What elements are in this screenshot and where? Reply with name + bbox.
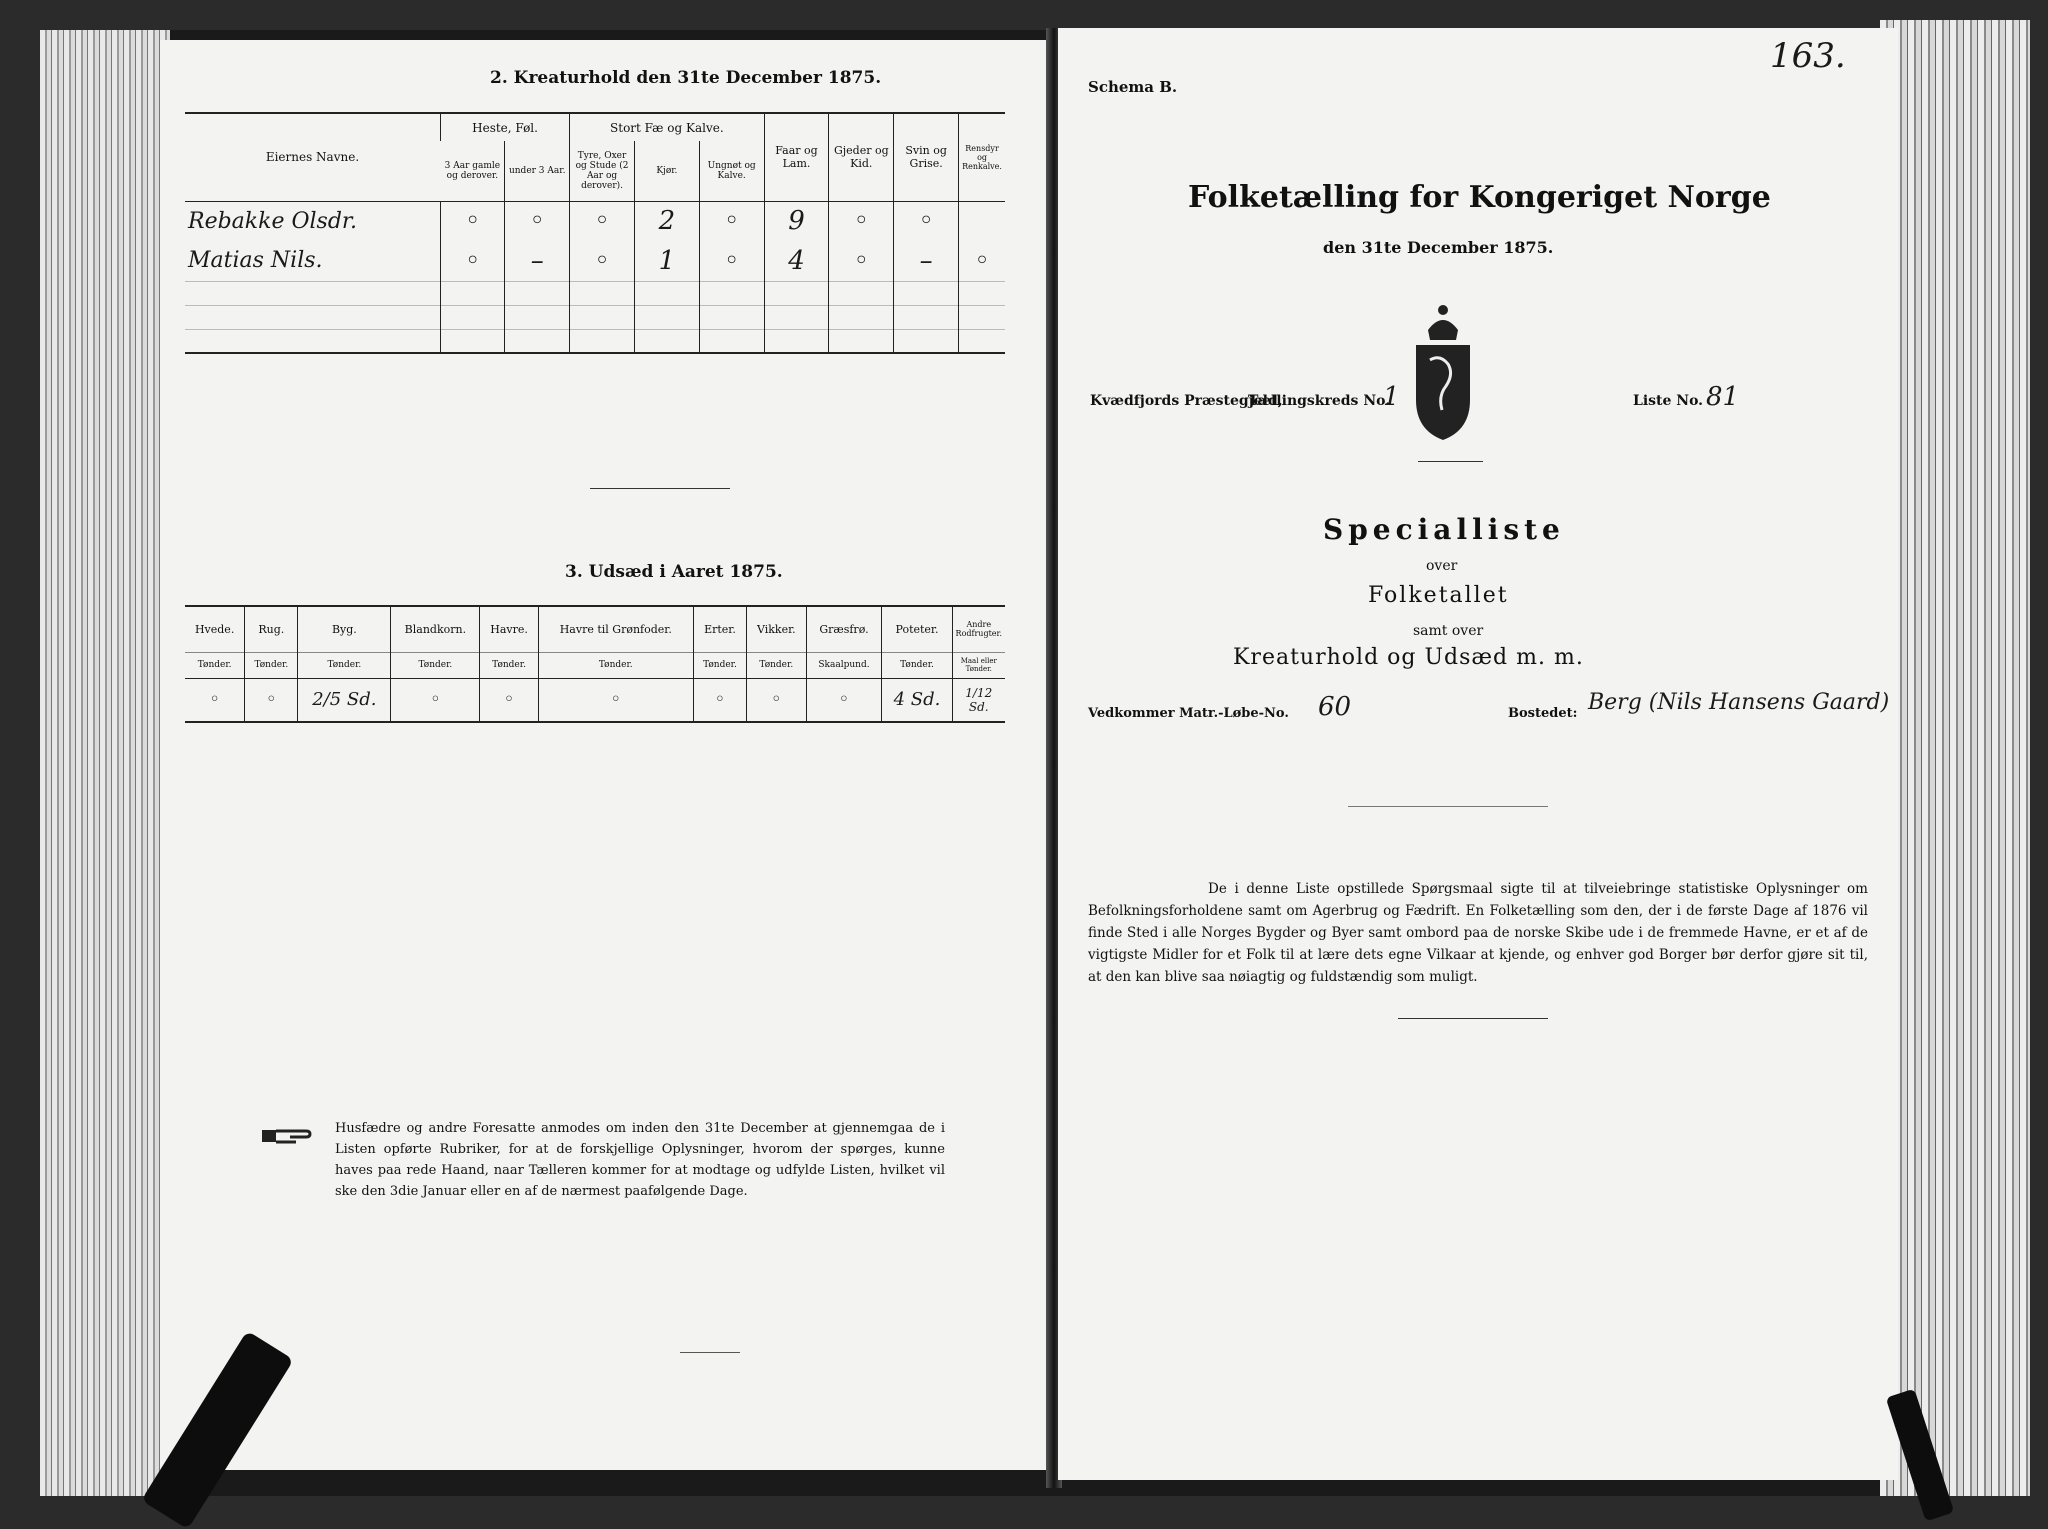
cell-value: ◦ xyxy=(699,201,764,241)
sowing-value: 1/12 Sd. xyxy=(952,678,1005,722)
cell-value: 1 xyxy=(635,241,700,281)
bosted-label: Bostedet: xyxy=(1508,706,1578,721)
census-date: den 31te December 1875. xyxy=(1323,238,1554,257)
left-page-stack xyxy=(40,30,170,1496)
sowing-unit: Tønder. xyxy=(538,652,693,678)
cell-value: ◦ xyxy=(829,201,894,241)
sowing-unit: Tønder. xyxy=(480,652,538,678)
table-row xyxy=(185,201,1005,241)
samt-over-text: samt over xyxy=(1413,623,1484,639)
kreaturhold-text: Kreaturhold og Udsæd m. m. xyxy=(1233,645,1584,670)
cell-value: ◦ xyxy=(959,241,1005,281)
table-row xyxy=(185,678,1005,722)
over-text: over xyxy=(1426,558,1458,574)
cattle-group-header: Stort Fæ og Kalve. xyxy=(570,113,764,141)
cows-header: Kjør. xyxy=(635,141,700,201)
cell-value: 2 xyxy=(635,201,700,241)
sowing-unit: Tønder. xyxy=(693,652,746,678)
sowing-header: Havre til Grønfoder. xyxy=(538,606,693,652)
kreds-label: Tællingskreds No. xyxy=(1248,393,1391,409)
goats-header: Gjeder og Kid. xyxy=(829,113,894,201)
pointing-hand-icon xyxy=(260,1122,312,1152)
horses-group-header: Heste, Føl. xyxy=(440,113,569,141)
sowing-header: Hvede. xyxy=(194,622,235,636)
sowing-unit: Tønder. xyxy=(197,660,232,670)
matr-value: 60 xyxy=(1318,692,1352,722)
sowing-header: Andre Rodfrugter. xyxy=(952,606,1005,652)
divider xyxy=(1418,461,1483,462)
livestock-section-title: 2. Kreaturhold den 31te December 1875. xyxy=(490,68,882,88)
cell-value: ◦ xyxy=(570,241,635,281)
bulls-header: Tyre, Oxer og Stude (2 Aar og derover). xyxy=(570,141,635,201)
sowing-value: ◦ xyxy=(480,678,538,722)
divider xyxy=(1348,806,1548,807)
sowing-header: Vikker. xyxy=(747,606,807,652)
main-title: Folketælling for Kongeriget Norge xyxy=(1188,180,1771,215)
sowing-header: Havre. xyxy=(480,606,538,652)
cell-value: ◦ xyxy=(829,241,894,281)
sowing-header: Byg. xyxy=(298,606,391,652)
sowing-unit: Tønder. xyxy=(391,652,480,678)
cell-value: ◦ xyxy=(440,241,504,281)
sowing-header: Græsfrø. xyxy=(806,606,882,652)
reindeer-header: Rensdyr og Renkalve. xyxy=(959,113,1005,201)
owner-name: Matias Nils. xyxy=(188,248,323,274)
sowing-value: ◦ xyxy=(806,678,882,722)
sowing-value: ◦ xyxy=(391,678,480,722)
cell-value: ◦ xyxy=(699,241,764,281)
sowing-value: 2/5 Sd. xyxy=(298,678,391,722)
notice-text: Husfædre og andre Foresatte anmodes om inden den 31te December at gjennemgaa de i Listen opførte Rubriker, for at de forskjellige Oplysninger, hvorom der spørges, kunne haves paa rede Haand, naar Tælleren kommer for at modtage og udfylde Listen, hvilket vil ske den 3die Januar eller en af de nærmest paafølgende Dage. xyxy=(335,1121,945,1199)
cell-value: ◦ xyxy=(440,201,504,241)
liste-label: Liste No. xyxy=(1633,393,1704,409)
sowing-value: 4 Sd. xyxy=(882,678,952,722)
matr-label: Vedkommer Matr.-Løbe-No. xyxy=(1088,706,1289,721)
folketallet-text: Folketallet xyxy=(1368,583,1509,608)
liste-value: 81 xyxy=(1706,382,1740,412)
horses-adult-header: 3 Aar gamle og derover. xyxy=(444,160,501,181)
sowing-unit: Tønder. xyxy=(747,652,807,678)
cell-value: – xyxy=(505,241,570,281)
sowing-value: ◦ xyxy=(693,678,746,722)
divider xyxy=(590,488,730,489)
right-page xyxy=(1058,28,1898,1480)
sowing-header: Blandkorn. xyxy=(391,606,480,652)
divider xyxy=(1398,1018,1548,1019)
bosted-value: Berg (Nils Hansens Gaard) xyxy=(1588,690,1890,715)
livestock-table xyxy=(185,112,1005,354)
intro-paragraph: De i denne Liste opstillede Spørgsmaal sigte til at tilveiebringe statistiske Oplysninger om Befolkningsforholdene samt om Agerbrug og Fædrift. En Folketælling som den, der i de første Dage af 1876 vil finde Sted i alle Norges Bygder og Byer samt ombord paa de norske Skibe ude i de fremmede Havne, er et af de vigtigste Midler for et Folk til at lære dets egne Vilkaar at kjende, og enhver god Borger bør derfor gjøre sit til, at den kan blive saa nøiagtig og fuldstændig som muligt. xyxy=(1088,881,1868,985)
cell-value xyxy=(959,201,1005,241)
right-page-stack xyxy=(1880,20,2030,1496)
sowing-header: Erter. xyxy=(693,606,746,652)
sowing-table xyxy=(185,605,1005,723)
divider xyxy=(680,1352,740,1353)
cell-value: ◦ xyxy=(894,201,959,241)
left-page xyxy=(160,40,1050,1470)
calves-header: Ungnøt og Kalve. xyxy=(699,141,764,201)
horses-young-header: under 3 Aar. xyxy=(505,141,570,201)
cell-value: 9 xyxy=(764,201,829,241)
sheep-header: Faar og Lam. xyxy=(764,113,829,201)
sowing-unit: Tønder. xyxy=(882,652,952,678)
sowing-header: Rug. xyxy=(245,606,298,652)
specialliste-title: Specialliste xyxy=(1323,513,1565,546)
sowing-unit: Tønder. xyxy=(298,652,391,678)
pigs-header: Svin og Grise. xyxy=(894,113,959,201)
sowing-value: ◦ xyxy=(245,678,298,722)
sowing-unit: Skaalpund. xyxy=(806,652,882,678)
owner-name-header: Eiernes Navne. xyxy=(265,150,360,165)
prestegjeld-label: Kvædfjords Præstegjeld, xyxy=(1090,393,1283,409)
table-row xyxy=(185,241,1005,281)
sowing-value: ◦ xyxy=(538,678,693,722)
cell-value: ◦ xyxy=(570,201,635,241)
cell-value: ◦ xyxy=(505,201,570,241)
sowing-section-title: 3. Udsæd i Aaret 1875. xyxy=(565,562,783,582)
sowing-value: ◦ xyxy=(747,678,807,722)
schema-label: Schema B. xyxy=(1088,78,1178,96)
cell-value: – xyxy=(894,241,959,281)
sowing-unit: Maal eller Tønder. xyxy=(952,652,1005,678)
kreds-value: 1 xyxy=(1383,382,1400,412)
coat-of-arms-icon xyxy=(1408,300,1478,440)
sowing-header: Poteter. xyxy=(882,606,952,652)
sowing-value: ◦ xyxy=(209,689,220,711)
cell-value: 4 xyxy=(764,241,829,281)
sowing-unit: Tønder. xyxy=(245,652,298,678)
page-number: 163. xyxy=(1770,36,1846,76)
owner-name: Rebakke Olsdr. xyxy=(188,208,357,234)
